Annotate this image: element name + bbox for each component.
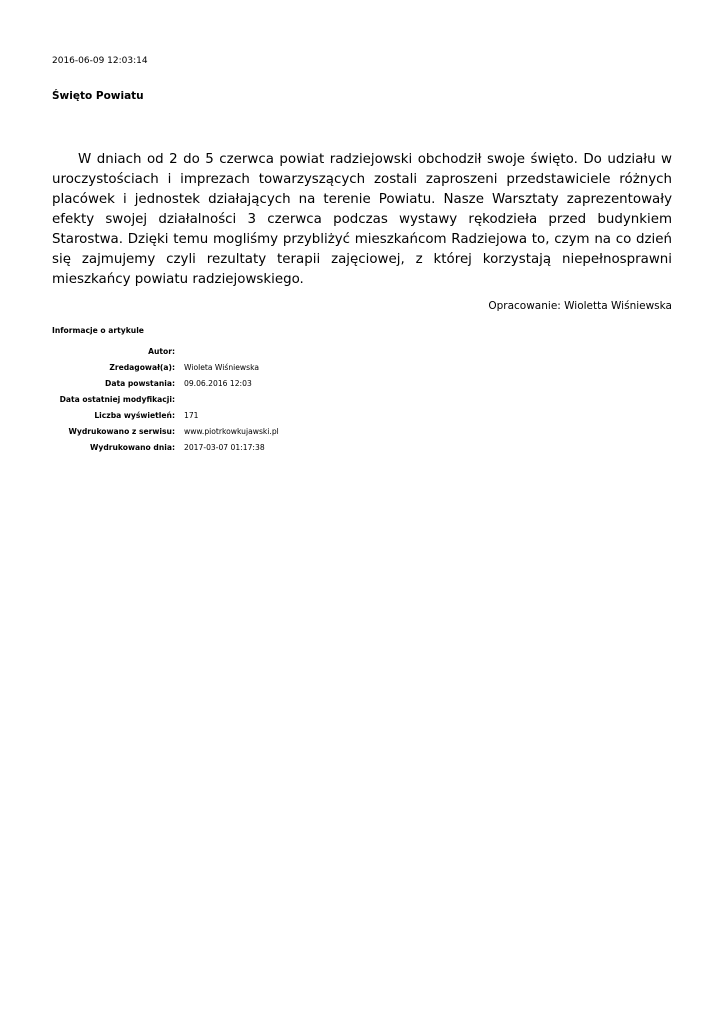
info-value: 2017-03-07 01:17:38 — [184, 443, 265, 452]
info-label: Wydrukowano z serwisu: — [68, 427, 175, 436]
info-row-edited-by — [52, 360, 279, 376]
info-row-views — [52, 408, 279, 424]
info-row-printed-from — [52, 424, 279, 440]
info-value: 09.06.2016 12:03 — [184, 379, 252, 388]
info-value — [175, 344, 279, 360]
info-row-author — [52, 344, 279, 360]
info-value: 171 — [184, 411, 199, 420]
print-timestamp: 2016-06-09 12:03:14 — [52, 56, 148, 66]
article-body: W dniach od 2 do 5 czerwca powiat radziejowski obchodził swoje święto. Do udziału w uroczystościach i imprezach towarzyszących zostali zaproszeni przedstawiciele różnych placówek i jednostek działających na terenie Powiatu. Nasze Warsztaty zaprezentowały efekty swojej działalności 3 czerwca podczas wystawy rękodzieła przed budynkiem Starostwa. Dzięki temu mogliśmy przybliżyć mieszkańcom Radziejowa to, czym na co dzień się zajmujemy czyli rezultaty terapii zajęciowej, z której korzystają niepełnosprawni mieszkańcy powiatu radziejowskiego. — [52, 152, 672, 287]
info-heading: Informacje o artykule — [52, 326, 144, 335]
info-value: Wioleta Wiśniewska — [184, 363, 260, 372]
info-row-printed-on — [52, 440, 279, 456]
info-value: www.piotrkowkujawski.pl — [184, 427, 279, 436]
info-row-created — [52, 376, 279, 392]
info-label: Liczba wyświetleń: — [94, 411, 175, 420]
info-row-modified — [52, 392, 279, 408]
info-label: Zredagował(a): — [109, 363, 175, 372]
info-table — [52, 344, 279, 456]
article-author-line: Opracowanie: Wioletta Wiśniewska — [488, 300, 672, 312]
info-value — [175, 392, 279, 408]
info-label: Autor: — [148, 347, 175, 356]
info-label: Data powstania: — [105, 379, 175, 388]
info-label: Data ostatniej modyfikacji: — [59, 395, 175, 404]
info-label: Wydrukowano dnia: — [90, 443, 175, 452]
article-title: Święto Powiatu — [52, 90, 144, 102]
